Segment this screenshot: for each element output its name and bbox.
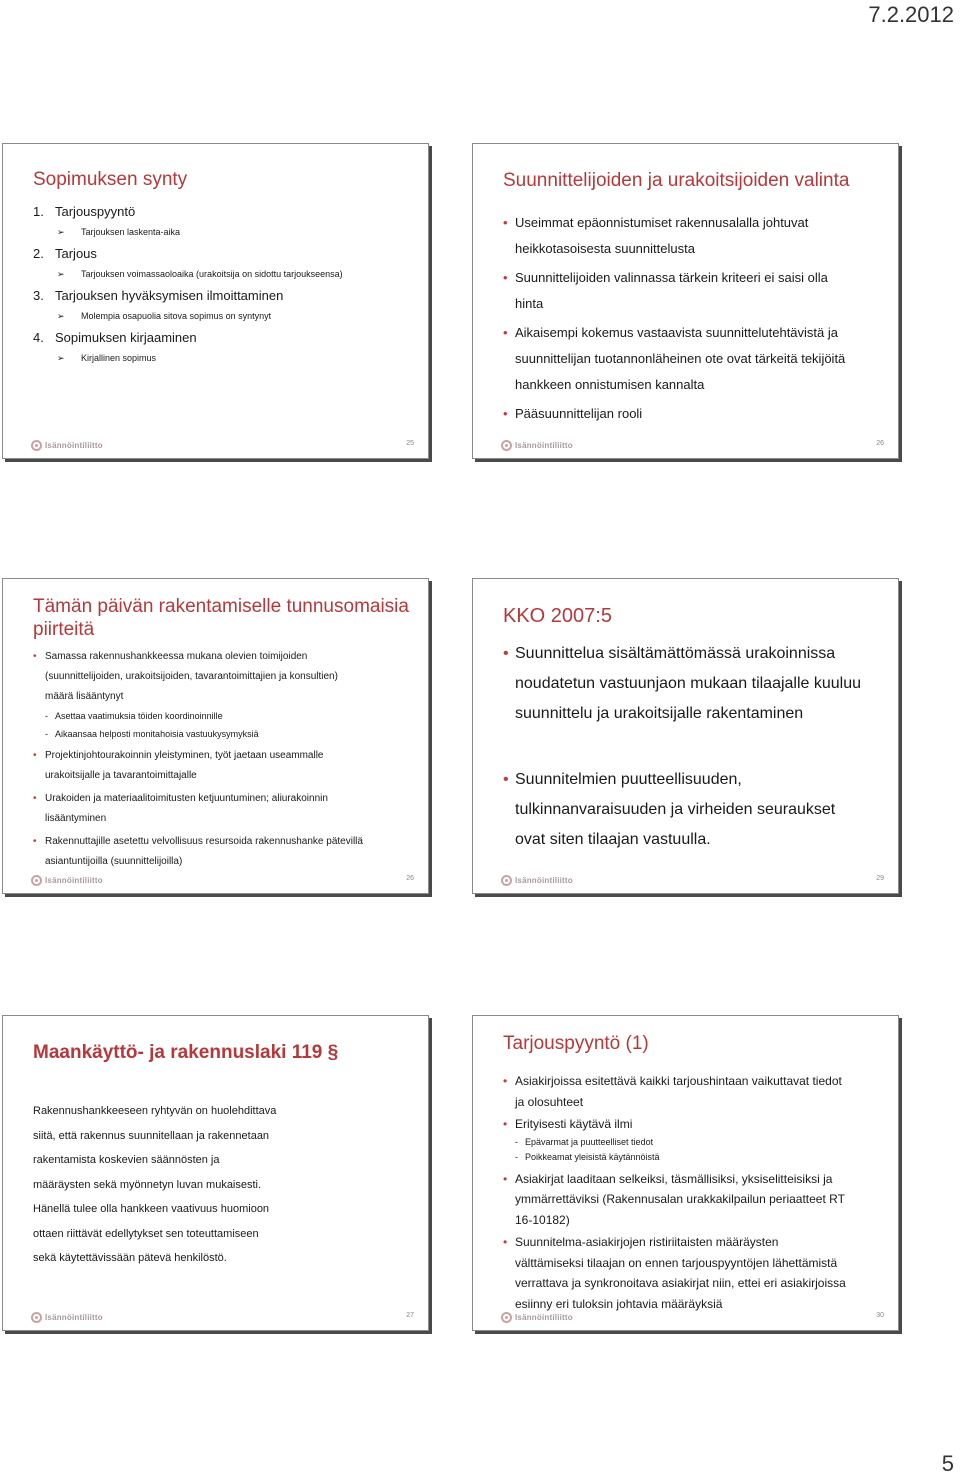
slide-number: 25 <box>406 440 414 447</box>
text-line: Hänellä tulee olla hankkeen vaativuus huomioon <box>33 1203 270 1215</box>
slide-title: Suunnittelijoiden ja urakoitsijoiden valinta <box>503 170 850 191</box>
logo-icon <box>501 875 512 886</box>
bullet-item: • Samassa rakennushankkeessa mukana olevien toimijoiden (suunnittelijoiden, urakoitsijoiden, tavarantoimittajien ja konsultien) määrä lisääntynyt <box>33 651 338 702</box>
slide-maankayttolaki <box>2 1015 429 1331</box>
bullet-item: • Aikaisempi kokemus vastaavista suunnittelutehtävistä ja suunnittelijan tuotannonläheinen ote ovat tärkeitä tekijöitä hankkeen onnistumisen kannalta <box>503 325 846 392</box>
logo: Isännöintiliitto <box>501 1311 573 1323</box>
dash-item: - Epävarmat ja puutteelliset tiedot <box>515 1136 654 1147</box>
slide-rakentamisen-piirteet <box>2 578 429 894</box>
slide-number: 26 <box>406 875 414 882</box>
bullet-item: • Useimmat epäonnistumiset rakennusalalla johtuvat heikkotasoisesta suunnittelusta <box>503 215 809 256</box>
slide-footer <box>31 1311 414 1323</box>
slide-number: 26 <box>876 440 884 447</box>
bullet-item: • Asiakirjoissa esitettävä kaikki tarjoushintaan vaikuttavat tiedot ja olosuhteet <box>503 1074 842 1109</box>
logo-icon <box>501 1312 512 1323</box>
dash-item: - Poikkeamat yleisistä käytännöistä <box>515 1151 660 1162</box>
slide-number: 29 <box>876 875 884 882</box>
slide-suunnittelijoiden-valinta <box>472 143 899 459</box>
list-item: 2. Tarjous <box>33 246 97 261</box>
logo-icon <box>31 875 42 886</box>
bullet-item: • Projektinjohtourakoinnin yleistyminen, työt jaetaan useammalle urakoitsijalle ja tavarantoimittajalle <box>33 750 324 781</box>
slide-footer <box>31 439 414 451</box>
dash-item: - Asettaa vaatimuksia töiden koordinoinnille <box>45 711 223 721</box>
slide-tarjouspyynto <box>472 1015 899 1331</box>
text-line: Rakennushankkeeseen ryhtyvän on huolehdittava <box>33 1105 277 1117</box>
bullet-item: • Pääsuunnittelijan rooli <box>503 406 643 421</box>
page-number: 5 <box>941 1451 954 1476</box>
bullet-item: • Suunnitelma-asiakirjojen ristiriitaisten määräysten välttämiseksi tilaajan on ennen tarjouspyyntöjen lähettämistä verrattava ja synkronoitava asiakirjat niin, ettei eri asiakirjoissa esiinny eri tuloksin johtavia määräyksiä <box>503 1235 846 1311</box>
slide-sopimuksen-synty <box>2 143 429 459</box>
text-line: määräysten sekä myönnetyn luvan mukaisesti. <box>33 1178 262 1191</box>
bullet-item: • Urakoiden ja materiaalitoimitusten ketjuuntuminen; aliurakoinnin lisääntyminen <box>33 793 328 824</box>
text-line: siitä, että rakennus suunnitellaan ja rakennetaan <box>33 1129 270 1142</box>
sub-list-item: ➢ Molempia osapuolia sitova sopimus on syntynyt <box>57 311 272 321</box>
slide-title: Sopimuksen synty <box>33 169 188 190</box>
slide-footer <box>501 874 884 886</box>
slide-number: 30 <box>876 1312 884 1319</box>
slide-kko <box>472 578 899 894</box>
logo-icon <box>31 440 42 451</box>
sub-list-item: ➢ Tarjouksen laskenta-aika <box>57 227 181 237</box>
arrow-bullet-icon: ➢ <box>57 311 65 321</box>
slide-footer <box>31 874 414 886</box>
text-line: sekä käytettävissään pätevä henkilöstö. <box>33 1252 227 1264</box>
slide-title: Tarjouspyyntö (1) <box>503 1033 649 1054</box>
bullet-item: • Erityisesti käytävä ilmi <box>503 1117 633 1131</box>
dash-item: - Aikaansaa helposti monitahoisia vastuukysymyksiä <box>45 729 259 739</box>
sub-list-item: ➢ Kirjallinen sopimus <box>57 353 157 363</box>
list-item: 3. Tarjouksen hyväksymisen ilmoittaminen <box>33 288 284 303</box>
logo: Isännöintiliitto <box>501 874 573 886</box>
bullet-item: • Suunnitelmien puutteellisuuden, tulkinnanvaraisuuden ja virheiden seuraukset ovat siten tilaajan vastuulla. <box>503 771 836 848</box>
list-item: 4. Sopimuksen kirjaaminen <box>33 330 197 345</box>
slide-title: Tämän päivän rakentamiselle tunnusomaisia piirteitä <box>33 596 409 640</box>
bullet-item: • Suunnittelua sisältämättömässä urakoinnissa noudatetun vastuunjaon mukaan tilaajalle kuuluu suunnittelu ja urakoitsijalle rakentaminen <box>503 645 862 722</box>
slide-footer <box>501 1311 884 1323</box>
bullet-item: • Suunnittelijoiden valinnassa tärkein kriteeri ei saisi olla hinta <box>503 270 828 311</box>
slide-footer <box>501 439 884 451</box>
bullet-item: • Asiakirjat laaditaan selkeiksi, täsmällisiksi, yksiselitteisiksi ja ymmärrettäviksi (Rakennusalan urakkakilpailun periaatteet RT 16-10182) <box>503 1171 845 1227</box>
text-line: ottaen riittävät edellytykset sen toteuttamiseen <box>33 1227 259 1240</box>
slide-title: Maankäyttö- ja rakennuslaki 119 § <box>33 1042 339 1063</box>
sub-list-item: ➢ Tarjouksen voimassaoloaika (urakoitsija on sidottu tarjoukseensa) <box>57 269 343 279</box>
page-date: 7.2.2012 <box>868 2 954 27</box>
logo: Isännöintiliitto <box>31 439 103 451</box>
slide-number: 27 <box>406 1312 414 1319</box>
arrow-bullet-icon: ➢ <box>57 269 65 279</box>
arrow-bullet-icon: ➢ <box>57 353 65 363</box>
bullet-item: • Rakennuttajille asetettu velvollisuus resursoida rakennushanke pätevillä asiantuntijoilla (suunnittelijoilla) <box>33 836 363 867</box>
slide-title: KKO 2007:5 <box>503 605 612 627</box>
text-line: rakentamista koskevien säännösten ja <box>33 1154 220 1166</box>
arrow-bullet-icon: ➢ <box>57 227 65 237</box>
logo: Isännöintiliitto <box>31 1311 103 1323</box>
logo: Isännöintiliitto <box>501 439 573 451</box>
logo: Isännöintiliitto <box>31 874 103 886</box>
logo-icon <box>501 440 512 451</box>
list-item: 1. Tarjouspyyntö <box>33 204 136 219</box>
logo-icon <box>31 1312 42 1323</box>
